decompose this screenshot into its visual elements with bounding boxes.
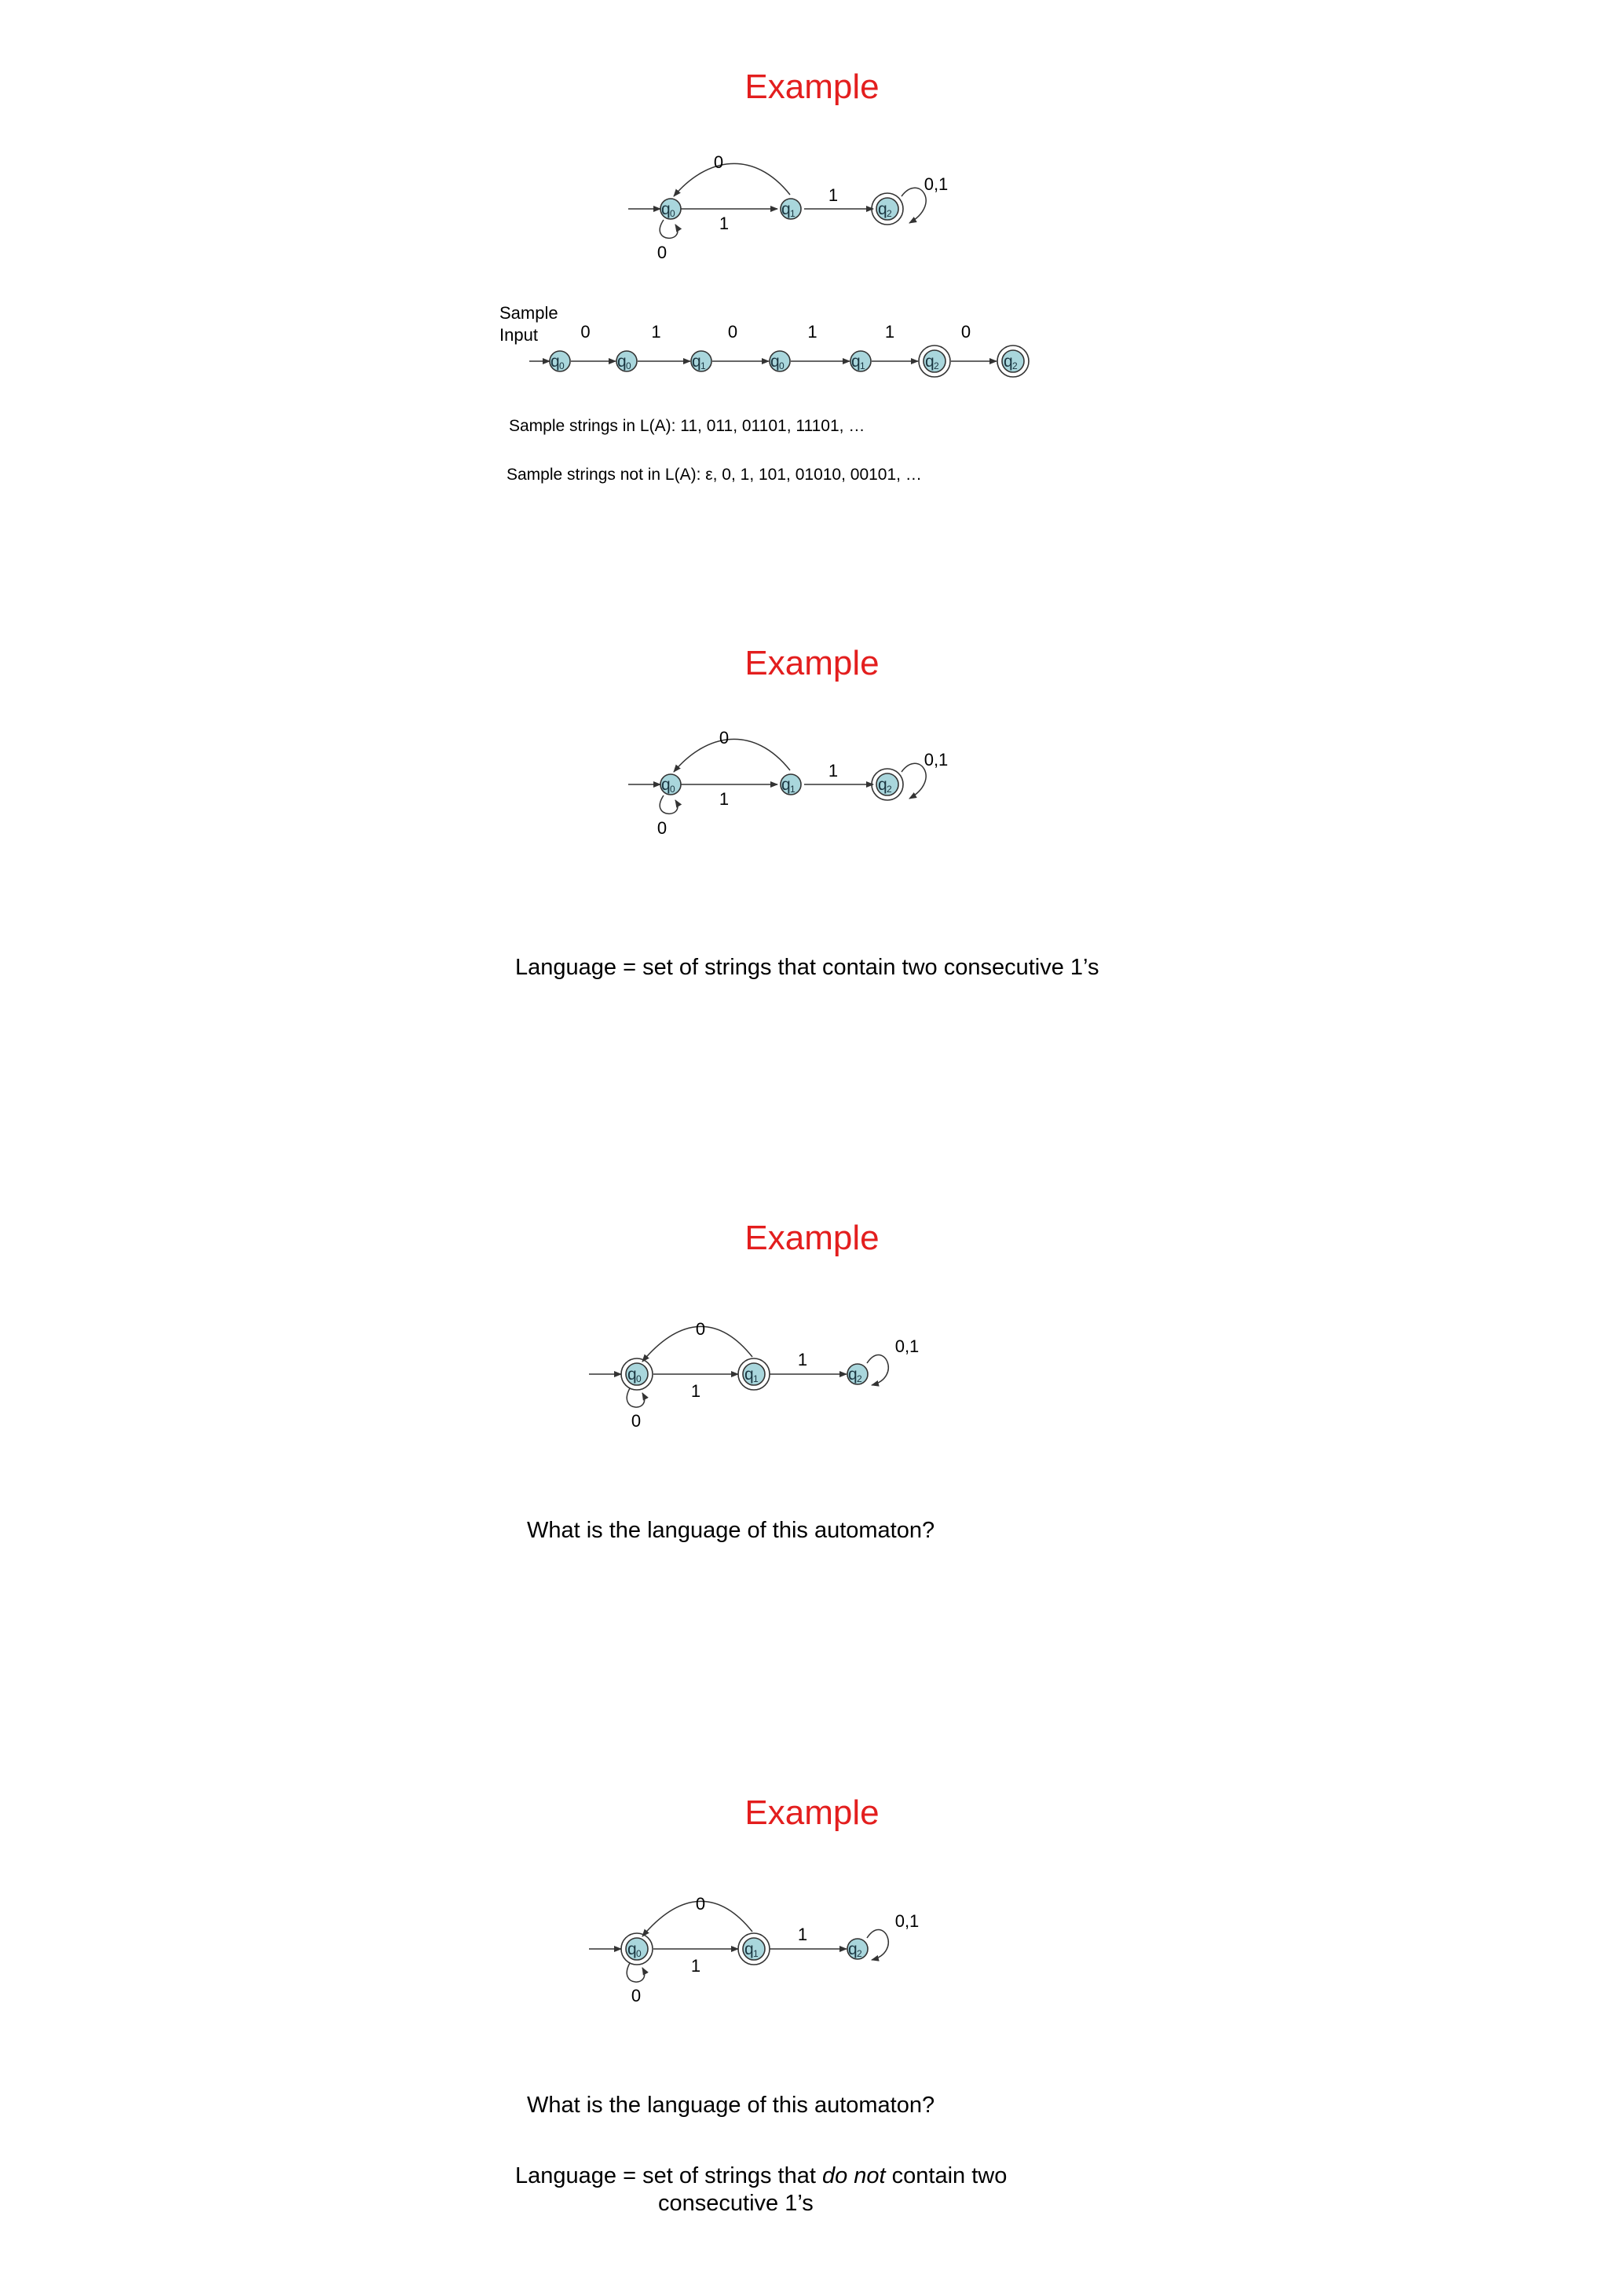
svg-text:0: 0 <box>670 784 675 795</box>
label-q1-q0: 0 <box>695 1319 706 1339</box>
run-input-symbol-3: 1 <box>807 322 817 342</box>
svg-text:q: q <box>1004 353 1013 371</box>
svg-text:2: 2 <box>857 1373 862 1384</box>
state-q1-accepting <box>738 1933 770 1965</box>
label-q0-loop: 0 <box>657 818 668 838</box>
svg-text:0: 0 <box>626 360 631 371</box>
slide-title: Example <box>744 68 880 106</box>
state-q2-accepting <box>872 193 903 225</box>
edge-q0-loop <box>660 220 678 238</box>
run-label-line1: Sample <box>499 303 558 323</box>
svg-text:q: q <box>925 353 935 371</box>
state-q0-accepting <box>621 1933 653 1965</box>
edge-q0-loop <box>660 795 678 813</box>
label-q0-loop: 0 <box>631 1986 642 2005</box>
run-input-symbol-0: 0 <box>580 322 591 342</box>
svg-text:q: q <box>617 353 627 371</box>
svg-text:0: 0 <box>779 360 785 371</box>
label-q0-loop: 0 <box>657 243 668 262</box>
svg-text:q: q <box>744 1940 754 1958</box>
svg-text:1: 1 <box>753 1373 759 1384</box>
run-input-symbol-1: 1 <box>651 322 661 342</box>
label-q1-q0: 0 <box>713 152 724 172</box>
language-answer-line2: consecutive 1’s <box>658 2191 814 2216</box>
svg-text:2: 2 <box>887 784 892 795</box>
svg-text:0: 0 <box>636 1948 642 1959</box>
label-q1-q2: 1 <box>828 185 839 205</box>
svg-text:0: 0 <box>559 360 565 371</box>
svg-text:q: q <box>627 1940 637 1958</box>
label-q1-q0: 0 <box>719 728 730 748</box>
run-state-3 <box>770 351 790 371</box>
svg-text:2: 2 <box>887 208 892 219</box>
run-state-1 <box>616 351 637 371</box>
svg-text:0: 0 <box>636 1373 642 1384</box>
edge-q0-loop <box>627 1963 644 1982</box>
slide-title: Example <box>744 644 880 682</box>
edge-q2-loop <box>867 1355 888 1385</box>
svg-text:q: q <box>627 1366 637 1384</box>
question-text: What is the language of this automaton? <box>527 1518 935 1543</box>
label-q0-q1: 1 <box>690 1956 701 1976</box>
sample-run <box>550 322 1029 377</box>
label-q1-q2: 1 <box>797 1925 808 1944</box>
svg-text:q: q <box>781 776 791 794</box>
accepted-strings: Sample strings in L(A): 11, 011, 01101, 11101, … <box>509 417 865 435</box>
language-statement: Language = set of strings that contain two consecutive 1’s <box>515 955 1099 980</box>
answer-after: contain two <box>885 2163 1008 2188</box>
label-q0-q1: 1 <box>719 789 730 809</box>
run-state-0 <box>550 351 570 371</box>
state-q1 <box>781 199 801 219</box>
dfa-diagram <box>0 141 1624 424</box>
run-state-4 <box>850 351 871 371</box>
svg-text:0: 0 <box>670 208 675 219</box>
svg-text:2: 2 <box>934 360 939 371</box>
state-q0 <box>660 199 681 219</box>
label-q2-loop: 0,1 <box>924 750 949 770</box>
edge-q2-loop <box>902 763 926 799</box>
label-q0-q1: 1 <box>690 1381 701 1401</box>
svg-text:1: 1 <box>753 1948 759 1959</box>
run-label-line2: Input <box>499 325 538 345</box>
dfa-diagram <box>0 1307 1624 1464</box>
svg-text:1: 1 <box>790 208 796 219</box>
svg-text:1: 1 <box>700 360 706 371</box>
dfa-diagram <box>0 1881 1624 2038</box>
label-q2-loop: 0,1 <box>924 174 949 194</box>
edge-q1-q0 <box>674 739 790 772</box>
state-q2 <box>847 1939 868 1959</box>
run-state-5 <box>919 345 950 377</box>
edge-q2-loop <box>902 188 926 223</box>
state-q1-accepting <box>738 1358 770 1390</box>
rejected-strings: Sample strings not in L(A): ε, 0, 1, 101, 01010, 00101, … <box>507 466 922 484</box>
label-q1-q0: 0 <box>695 1894 706 1914</box>
svg-text:1: 1 <box>860 360 865 371</box>
run-input-symbol-4: 1 <box>884 322 895 342</box>
question-text: What is the language of this automaton? <box>527 2093 935 2118</box>
svg-text:q: q <box>661 776 671 794</box>
answer-before: Language = set of strings that <box>515 2163 822 2188</box>
label-q2-loop: 0,1 <box>894 1336 920 1356</box>
svg-text:2: 2 <box>1012 360 1018 371</box>
svg-text:q: q <box>550 353 560 371</box>
run-input-symbol-2: 0 <box>727 322 738 342</box>
svg-text:q: q <box>851 353 861 371</box>
svg-text:q: q <box>878 200 887 218</box>
svg-text:q: q <box>692 353 701 371</box>
svg-text:q: q <box>744 1366 754 1384</box>
label-q0-loop: 0 <box>631 1411 642 1431</box>
state-q2 <box>847 1364 868 1384</box>
run-state-6 <box>997 345 1029 377</box>
svg-text:q: q <box>848 1940 858 1958</box>
slide-title: Example <box>744 1793 880 1832</box>
dfa-diagram <box>0 717 1624 874</box>
label-q1-q2: 1 <box>828 761 839 781</box>
answer-emphasis: do not <box>821 2163 886 2188</box>
state-q2-accepting <box>872 769 903 800</box>
edge-q1-q0 <box>674 163 790 196</box>
edge-q0-loop <box>627 1388 644 1407</box>
svg-text:q: q <box>661 200 671 218</box>
svg-text:2: 2 <box>857 1948 862 1959</box>
state-q0-accepting <box>621 1358 653 1390</box>
run-input-symbol-5: 0 <box>960 322 971 342</box>
state-q1 <box>781 774 801 795</box>
svg-text:q: q <box>781 200 791 218</box>
run-state-2 <box>691 351 711 371</box>
slide-title: Example <box>744 1219 880 1257</box>
svg-text:q: q <box>878 776 887 794</box>
svg-text:q: q <box>770 353 780 371</box>
edge-q2-loop <box>867 1929 888 1960</box>
language-answer <box>515 2163 1007 2189</box>
state-q0 <box>660 774 681 795</box>
svg-text:q: q <box>848 1366 858 1384</box>
label-q1-q2: 1 <box>797 1350 808 1369</box>
svg-text:1: 1 <box>790 784 796 795</box>
label-q0-q1: 1 <box>719 214 730 233</box>
label-q2-loop: 0,1 <box>894 1911 920 1931</box>
